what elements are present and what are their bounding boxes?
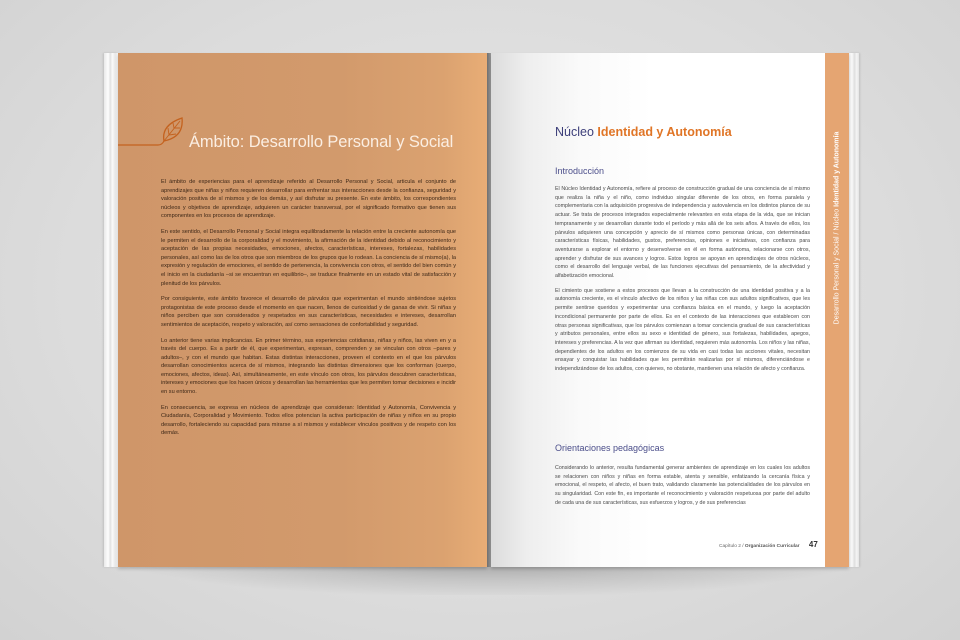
left-page xyxy=(118,53,487,567)
footer-section: Organización Curricular xyxy=(744,544,800,549)
nucleo-title xyxy=(555,125,732,139)
side-strip-bold: Identidad y Autonomía xyxy=(833,131,841,207)
page-footer xyxy=(719,540,818,549)
paragraph: Lo anterior tiene varias implicancias. En primer término, sus experiencias cotidianas, niñas y niños, las viven en y a través del cuerpo. Es a partir de él, que experimentan, expresan, comprenden y se vinculan con otros –pares y adultos–, y con el mundo que habitan. Estas distintas interacciones, proveen el contexto en el que los párvulos desarrollan conocimientos acerca de sí mismos, integrando las distintas dimensiones que los conforman (cuerpo, emociones, afectos, ideas). Así, simultáneamente, en este vínculo con otros, los párvulos descubren características, intereses y emociones que los hacen únicos y desarrollan las herramientas que les permiten tomar decisiones e incidir en su entorno. xyxy=(161,337,456,396)
orientaciones-text xyxy=(555,464,810,514)
paragraph: El cimiento que sostiene a estos procesos que llevan a la construcción de una identidad positiva y a la autonomía creciente, es el vínculo afectivo de los niños y las niñas con sus adultos significativos, que les permite sentirse queridos y experimentar una confianza básica en el mundo, y luego la aceptación incondicional permanente por parte de ellos. Es en el contexto de las interacciones que establecen con otras personas significativas, que los párvulos comienzan a tomar conciencia gradual de sus características y atributos personales, entre ellos su sexo e identidad de género, sus fortalezas, habilidades, apegos, intereses y preferencias. A la vez que afirman su identidad, requieren más autonomía. Los niños y las niñas, dependientes de los adultos en los comienzos de su vida en casi todas las acciones vitales, necesitan ensayar y conquistar las habilidades que les permitirán realizarlas por sí mismos, diferenciándose e independizándose de los adultos, con quienes, no obstante, mantienen una relación de afecto y confianza. xyxy=(555,287,810,373)
book-page-edges-left xyxy=(104,53,118,567)
intro-text xyxy=(555,185,810,380)
side-strip-prefix: Desarrollo Personal y Social / Núcleo xyxy=(833,208,841,325)
paragraph: En consecuencia, se expresa en núcleos de aprendizaje que consideran: Identidad y Autonomía, Convivencia y Ciudadanía, Corporalidad y Movimiento. Todos ellos potencian la activa participación de niñas y niños en su propio desarrollo, fortaleciendo su capacidad para mirarse a sí mismos y establecer vínculos positivos y de respeto con los demás. xyxy=(161,404,456,437)
paragraph: El ámbito de experiencias para el aprendizaje referido al Desarrollo Personal y Social, articula el conjunto de aprendizajes que niñas y niños requieren desarrollar para enfrentar sus interacciones desde la confianza, seguridad y valoración positiva de sí mismos y de los demás, y así disfrutar su presente. En este ámbito, los correspondientes núcleos y objetivos de aprendizaje, adquieren un carácter transversal, por el significado formativo que tienen sus componentes en los procesos de aprendizaje. xyxy=(161,179,456,220)
paragraph: Por consiguiente, este ámbito favorece el desarrollo de párvulos que experimentan el mundo sintiéndose sujetos protagonistas de este proceso desde el momento en que nacen, llenos de curiosidad y de ganas de vivir. Si niñas y niños perciben que son considerados y respetados en sus características, necesidades e intereses, desarrollan sentimientos de aceptación, respeto y valoración, así como sensaciones de confortabilidad y seguridad. xyxy=(161,296,456,328)
intro-heading: Introducción xyxy=(555,166,605,176)
section-title: Ámbito: Desarrollo Personal y Social xyxy=(189,133,454,151)
nucleo-title-main: Identidad y Autonomía xyxy=(597,125,732,139)
right-page xyxy=(491,53,849,567)
side-strip-text xyxy=(834,132,841,325)
paragraph: En este sentido, el Desarrollo Personal y Social integra equilibradamente la relación entre la creciente autonomía que le permiten el desarrollo de la corporalidad y el movimiento, la afirmación de la identidad debido al reconocimiento y aceptación de las propias necesidades, emociones, afectos, características, intereses, fortalezas, habilidades personales, así como las de los otros que son miembros de los grupos que lo rodean. La conciencia de sí mismo(a), la expresión y regulación de emociones, el sentido de pertenencia, la convivencia con otros, el sentido del bien común y el inicio en la ciudadanía –si se encuentran en equilibrio–, se traduce finalmente en un estado vital de satisfacción y plenitud de los párvulos. xyxy=(161,228,456,287)
footer-chapter: Capítulo 2 / xyxy=(719,544,744,549)
left-body-text xyxy=(161,178,456,445)
paragraph: Considerando lo anterior, resulta fundamental generar ambientes de aprendizaje en los cuales los adultos se relacionen con niños y niñas en forma estable, atenta y sensible, enfatizando la cercanía física y emocional, el respeto, el afecto, el buen trato, validando claramente las potencialidades de los párvulos en su singularidad. Con este fin, es importante el reconocimiento y valoración respetuosa por parte del adulto de cada una de sus características, sus esfuerzos y logros, y de sus preferencias xyxy=(555,465,810,506)
side-strip xyxy=(825,53,849,567)
orientaciones-heading: Orientaciones pedagógicas xyxy=(555,443,665,453)
nucleo-title-prefix: Núcleo xyxy=(555,125,594,139)
paragraph: El Núcleo Identidad y Autonomía, refiere al proceso de construcción gradual de una conciencia de sí mismo que realiza la niña y el niño, como individuo singular diferente de los otros, en forma paralela y complementaria con la adquisición progresiva de independencia y autovalencia en los distintos planos de su actuar. Se trata de procesos integrados especialmente relevantes en esta etapa de la vida, que se inician tempranamente y se desarrollan durante todo el período y más allá de los seis años. A través de ellos, los párvulos adquieren una concepción y aprecio de sí mismos como personas únicas, con determinadas características físicas, habilidades, gustos, preferencias, opiniones e iniciativas, con confianza para aventurarse a explorar el entorno y desenvolverse en él en forma autónoma, relacionarse con otros, aprender y disfrutar de sus avances y logros. Estos logros se apoyan en aprendizajes de otros núcleos, como el desarrollo del lenguaje verbal, de las funciones ejecutivas del pensamiento, de la afectividad y alfabetización emocional. xyxy=(555,186,810,280)
page-number: 47 xyxy=(808,540,818,549)
leaf-icon xyxy=(118,115,193,149)
book-page-edges-right xyxy=(849,53,859,567)
